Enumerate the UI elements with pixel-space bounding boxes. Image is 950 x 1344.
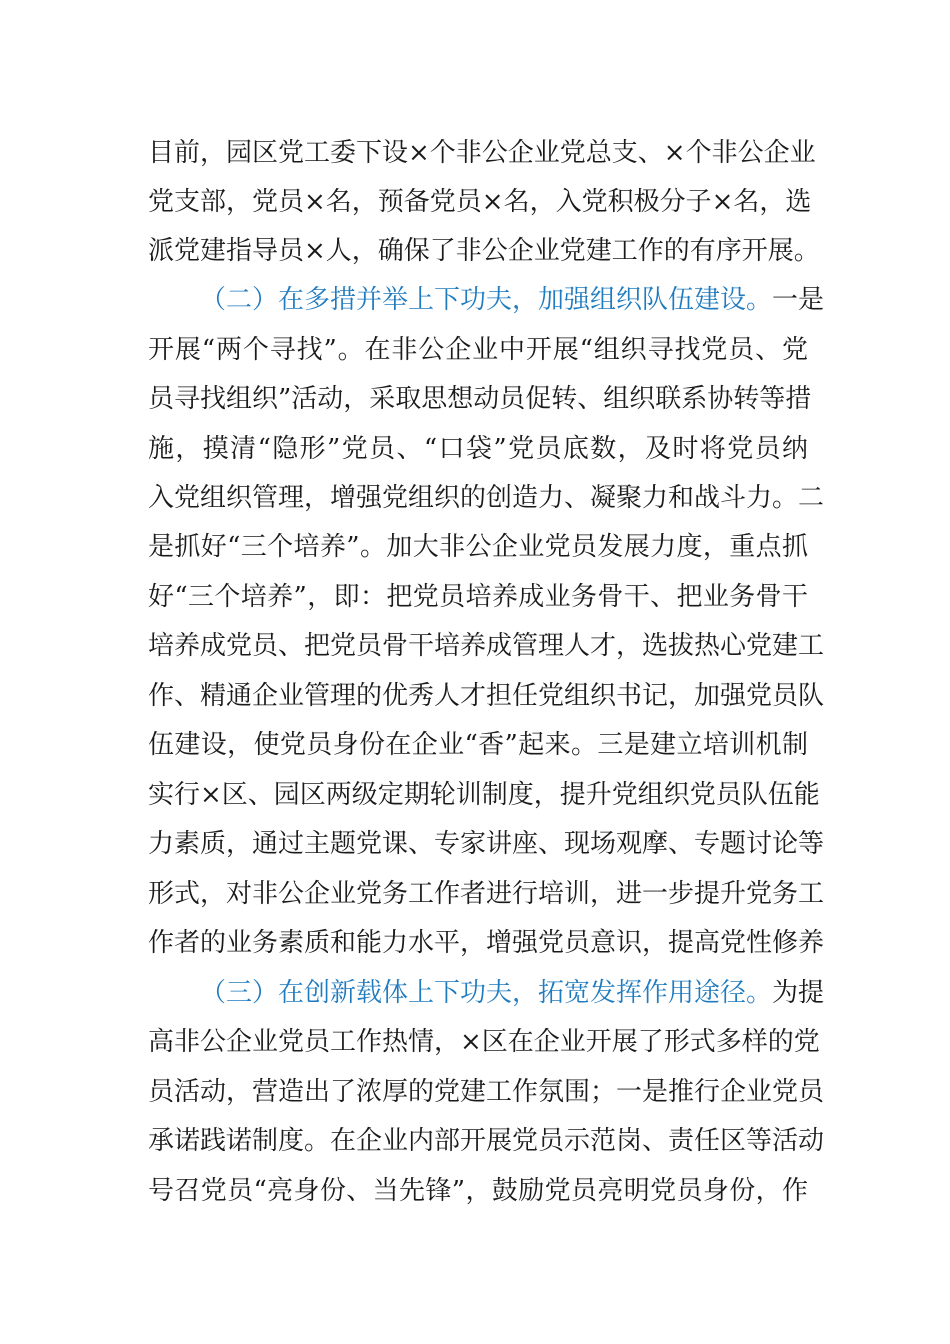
text-line: 高非公企业党员工作热情，×区在企业开展了形式多样的党 xyxy=(148,1027,820,1057)
text-line: 党支部，党员×名，预备党员×名，入党积极分子×名，选 xyxy=(148,187,812,217)
text-line: 承诺践诺制度。在企业内部开展党员示范岗、责任区等活动 xyxy=(148,1126,825,1156)
text-line: 施，摸清“隐形”党员、“口袋”党员底数，及时将党员纳 xyxy=(148,434,808,464)
text-line: 开展“两个寻找”。在非公企业中开展“组织寻找党员、党 xyxy=(148,335,808,365)
text-line: 培养成党员、把党员骨干培养成管理人才，选拔热心党建工 xyxy=(148,631,825,661)
text-line: 员寻找组织”活动，采取思想动员促转、组织联系协转等措 xyxy=(148,384,812,414)
text-line: 力素质，通过主题党课、专家讲座、现场观摩、专题讨论等 xyxy=(148,829,825,859)
section-heading: （三）在创新载体上下功夫，拓宽发挥作用途径。 xyxy=(200,978,773,1008)
text-line: 作者的业务素质和能力水平，增强党员意识，提高党性修养 xyxy=(148,928,825,958)
text-line: 形式，对非公企业党务工作者进行培训，进一步提升党务工 xyxy=(148,879,825,909)
text-line: 号召党员“亮身份、当先锋”，鼓励党员亮明党员身份，作 xyxy=(148,1176,808,1206)
text-line: 好“三个培养”，即：把党员培养成业务骨干、把业务骨干 xyxy=(148,582,808,612)
heading-line-continuation: 一是 xyxy=(772,285,825,315)
text-line: 实行×区、园区两级定期轮训制度，提升党组织党员队伍能 xyxy=(148,780,820,810)
section-heading-line xyxy=(200,280,825,320)
section-heading-line xyxy=(200,973,825,1013)
text-line: 是抓好“三个培养”。加大非公企业党员发展力度，重点抓 xyxy=(148,532,808,562)
section-heading: （二）在多措并举上下功夫，加强组织队伍建设。 xyxy=(200,285,773,315)
heading-line-continuation: 为提 xyxy=(772,978,825,1008)
text-line: 作、精通企业管理的优秀人才担任党组织书记，加强党员队 xyxy=(148,681,825,711)
text-line: 目前，园区党工委下设×个非公企业党总支、×个非公企业 xyxy=(148,138,816,168)
text-line: 员活动，营造出了浓厚的党建工作氛围；一是推行企业党员 xyxy=(148,1077,825,1107)
text-line: 伍建设，使党员身份在企业“香”起来。三是建立培训机制 xyxy=(148,730,808,760)
text-line: 入党组织管理，增强党组织的创造力、凝聚力和战斗力。二 xyxy=(148,483,825,513)
text-line: 派党建指导员×人，确保了非公企业党建工作的有序开展。 xyxy=(148,236,820,266)
